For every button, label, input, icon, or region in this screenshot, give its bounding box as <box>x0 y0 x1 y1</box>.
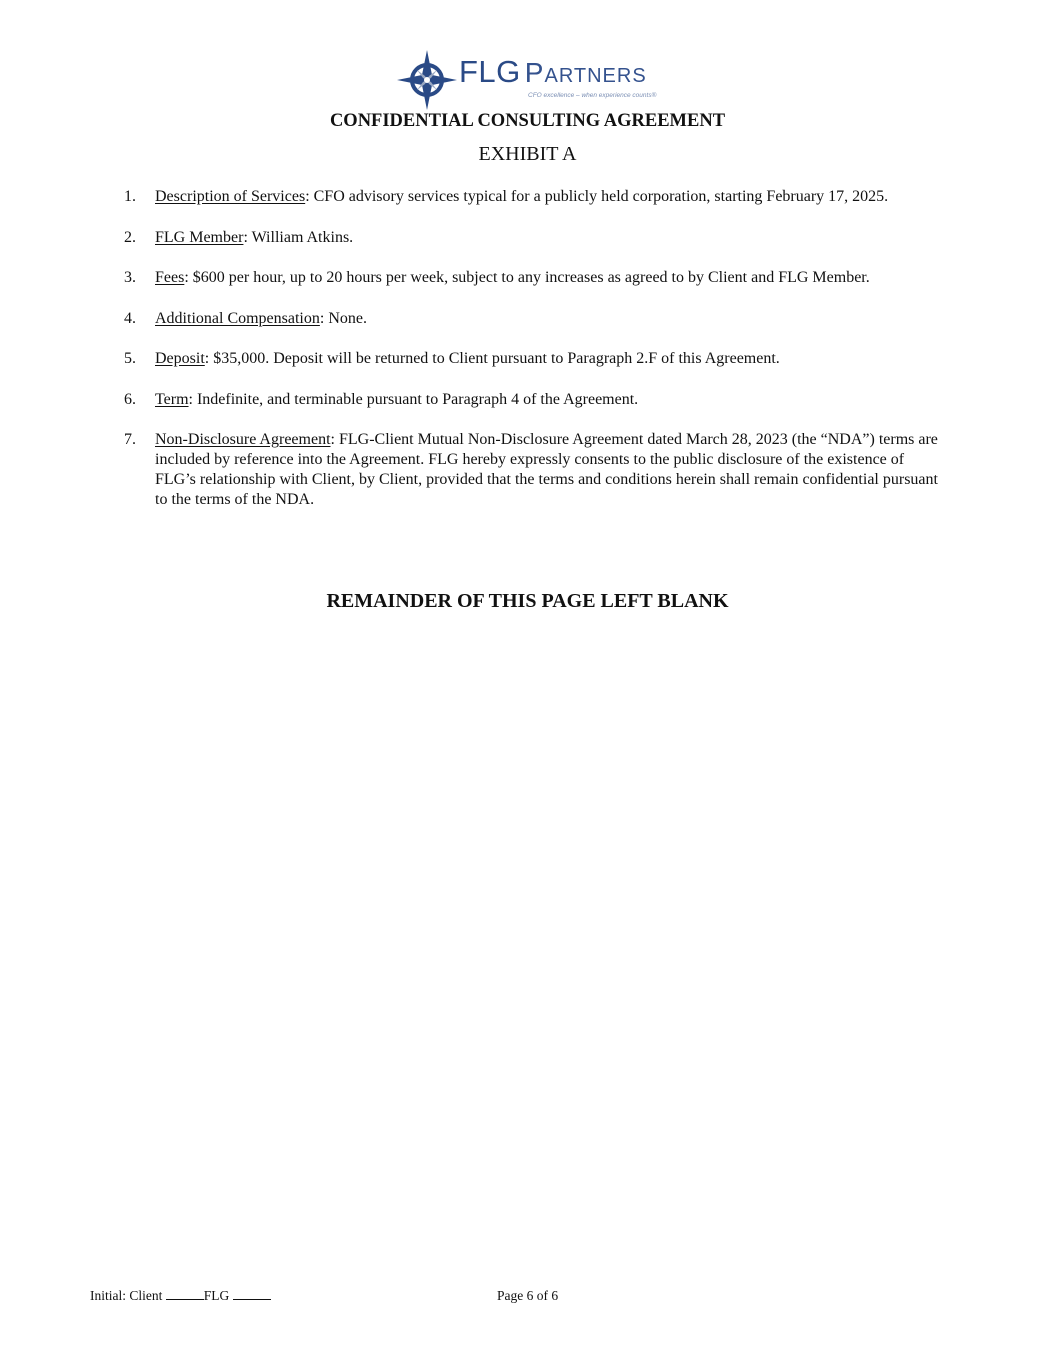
item-text: : FLG-Client Mutual Non-Disclosure Agreement dated March 28, 2023 (the “NDA”) terms are included by reference into the Agreement. FLG hereby expressly consents to the public disclosure of the existence of FLG’s relationship with Client, by Client, provided that the terms and conditions herein shall remain confidential pursuant to the terms of the NDA. <box>155 431 938 508</box>
item-number: 6. <box>124 390 136 408</box>
exhibit-heading: EXHIBIT A <box>478 143 577 165</box>
item-text: : None. <box>319 309 367 327</box>
item-number: 7. <box>124 431 136 448</box>
document-title: CONFIDENTIAL CONSULTING AGREEMENT <box>329 111 726 131</box>
exhibit-item <box>124 228 944 248</box>
initial-client-label: Initial: Client <box>90 1288 163 1303</box>
item-number: 1. <box>124 188 136 205</box>
exhibit-items-list <box>124 187 944 531</box>
exhibit-item <box>124 430 944 510</box>
compass-star-icon <box>397 50 457 110</box>
item-text: : $600 per hour, up to 20 hours per week, subject to any increases as agreed to by Client and FLG Member. <box>184 269 870 286</box>
item-label: Description of Services <box>155 188 306 205</box>
logo-wordmark <box>459 56 647 87</box>
item-label: Term <box>155 390 189 408</box>
exhibit-item <box>124 309 944 329</box>
flg-partners-logo <box>397 50 659 110</box>
item-number: 5. <box>124 350 136 367</box>
exhibit-item <box>124 349 944 369</box>
item-number: 2. <box>124 228 136 246</box>
item-label: FLG Member <box>155 228 244 246</box>
initial-flg-label: FLG <box>203 1288 230 1303</box>
item-label: Deposit <box>155 350 205 367</box>
item-label: Additional Compensation <box>155 309 320 327</box>
remainder-blank-notice: REMAINDER OF THIS PAGE LEFT BLANK <box>326 590 729 612</box>
page-number: Page 6 of 6 <box>497 1288 559 1303</box>
exhibit-item <box>124 187 944 207</box>
logo-tagline: CFO excellence – when experience counts® <box>528 92 657 99</box>
client-initial-blank <box>166 1288 204 1300</box>
item-text: : Indefinite, and terminable pursuant to Paragraph 4 of the Agreement. <box>188 390 639 408</box>
item-text: : $35,000. Deposit will be returned to Client pursuant to Paragraph 2.F of this Agreement. <box>204 350 780 367</box>
item-label: Fees <box>155 269 185 286</box>
exhibit-item <box>124 268 944 288</box>
logo-name-secondary: Partners <box>524 57 647 88</box>
logo-name-primary: FLG <box>459 54 521 89</box>
item-number: 4. <box>124 309 136 327</box>
flg-initial-blank <box>233 1288 271 1300</box>
item-number: 3. <box>124 269 136 286</box>
footer-initials <box>90 1288 271 1304</box>
item-text: : William Atkins. <box>243 228 354 246</box>
item-text: : CFO advisory services typical for a publicly held corporation, starting February 17, 2025. <box>305 188 889 205</box>
item-label: Non-Disclosure Agreement <box>155 431 331 448</box>
exhibit-item <box>124 390 944 410</box>
